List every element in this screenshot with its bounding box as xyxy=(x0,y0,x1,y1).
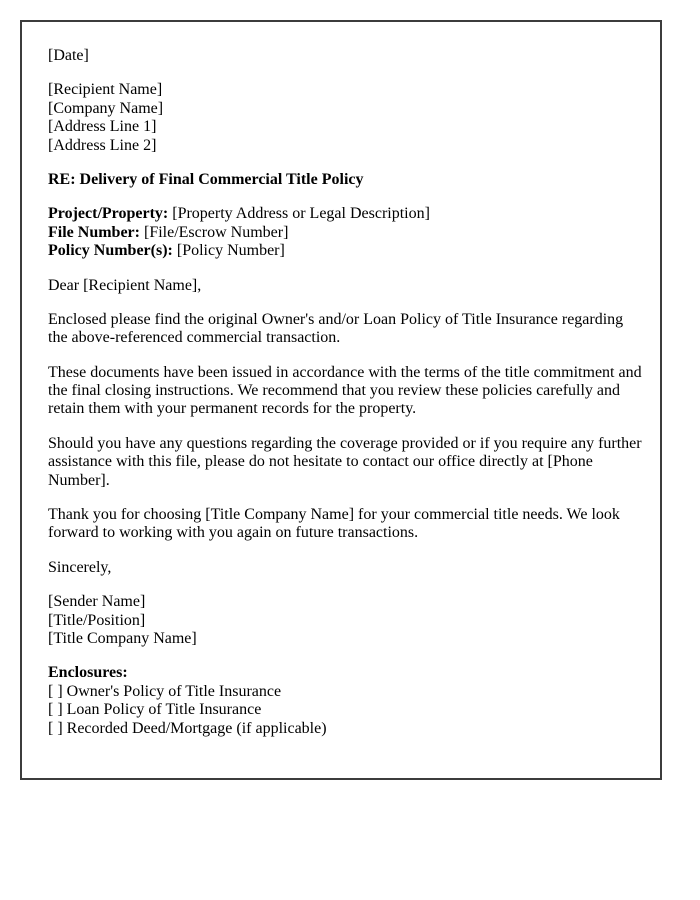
enclosures-block xyxy=(48,664,646,738)
body-paragraph-3: Should you have any questions regarding the coverage provided or if you require any further assistance with this file, please do not hesitate to contact our office directly at [Phone Number]. xyxy=(48,434,642,489)
body-paragraph-1: Enclosed please find the original Owner's and/or Loan Policy of Title Insurance regarding the above-referenced commercial transaction. xyxy=(48,310,624,347)
checkbox-placeholder: [ ] xyxy=(48,719,63,737)
enclosure-item xyxy=(48,683,646,701)
file-number-label: File Number: xyxy=(48,223,140,241)
recipient-address-block xyxy=(48,81,646,155)
address-line-2: [Address Line 2] xyxy=(48,136,157,154)
sender-name: [Sender Name] xyxy=(48,593,146,611)
checkbox-placeholder: [ ] xyxy=(48,682,63,700)
file-number-value: [File/Escrow Number] xyxy=(143,223,289,241)
date-line: [Date] xyxy=(48,47,89,64)
checkbox-placeholder: [ ] xyxy=(48,701,63,719)
policy-number-value: [Policy Number] xyxy=(176,242,285,260)
salutation: Dear [Recipient Name], xyxy=(48,276,202,294)
reference-block xyxy=(48,205,646,260)
enclosure-item xyxy=(48,701,646,719)
letter-document xyxy=(20,20,662,780)
sender-company: [Title Company Name] xyxy=(48,629,197,647)
body-paragraph-2: These documents have been issued in accordance with the terms of the title commitment and the final closing instructions. We recommend that you review these policies carefully and retain them with your permanent records for the property. xyxy=(48,363,642,418)
project-property-label: Project/Property: xyxy=(48,205,169,223)
signature-block xyxy=(48,593,646,648)
subject-line: RE: Delivery of Final Commercial Title Policy xyxy=(48,170,364,188)
sender-title: [Title/Position] xyxy=(48,611,146,629)
enclosure-item xyxy=(48,720,646,738)
enclosure-item-label: Owner's Policy of Title Insurance xyxy=(66,682,282,700)
recipient-name: [Recipient Name] xyxy=(48,81,163,99)
enclosures-label: Enclosures: xyxy=(48,664,128,682)
reference-policy-line xyxy=(48,242,646,260)
closing: Sincerely, xyxy=(48,558,112,576)
enclosure-item-label: Loan Policy of Title Insurance xyxy=(66,701,262,719)
address-line-1: [Address Line 1] xyxy=(48,118,157,136)
enclosure-item-label: Recorded Deed/Mortgage (if applicable) xyxy=(66,719,327,737)
reference-project-line xyxy=(48,205,646,223)
policy-number-label: Policy Number(s): xyxy=(48,242,173,260)
company-name: [Company Name] xyxy=(48,99,164,117)
reference-file-line xyxy=(48,224,646,242)
body-paragraph-4: Thank you for choosing [Title Company Name] for your commercial title needs. We look forward to working with you again on future transactions. xyxy=(48,506,620,542)
project-property-value: [Property Address or Legal Description] xyxy=(172,205,430,223)
